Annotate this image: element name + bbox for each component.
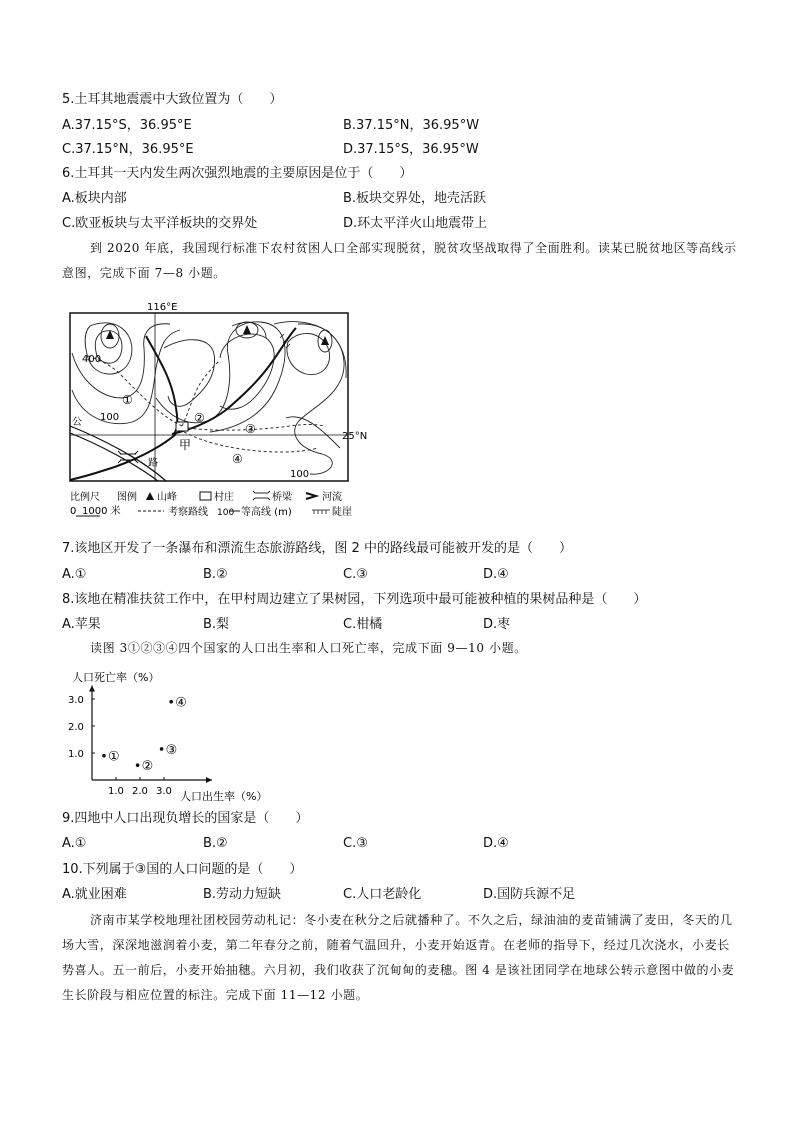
legend-scale-value: 1000 米	[82, 506, 121, 517]
legend-river: 河流	[322, 492, 342, 503]
legend-scale-title: 比例尺	[70, 492, 100, 503]
x-tick-label: 3.0	[156, 786, 172, 797]
y-axis-arrow	[89, 686, 95, 692]
map-legend	[70, 490, 352, 518]
q9-stem: 9.四地中人口出现负增长的国家是（ ）	[62, 811, 309, 826]
data-point-label: ②	[141, 759, 154, 775]
legend-contour-value: 100	[217, 508, 235, 518]
x-tick-label: 1.0	[108, 786, 124, 797]
road-label-bottom: 路	[148, 458, 158, 469]
q10-option-c[interactable]: C.人口老龄化	[343, 887, 422, 902]
q6-option-a[interactable]: A.板块内部	[62, 191, 127, 206]
contour-label-400: 400	[82, 354, 102, 365]
contour-map	[60, 298, 368, 523]
q8-option-d[interactable]: D.枣	[483, 617, 511, 632]
legend-contour: 等高线 (m)	[241, 507, 292, 518]
q8-stem: 8.该地在精准扶贫工作中，在甲村周边建立了果树园，下列选项中最可能被种植的果树品种是（ ）	[62, 592, 647, 607]
q10-option-a[interactable]: A.就业困难	[62, 887, 127, 902]
village-label: 甲	[179, 438, 192, 452]
y-tick-label: 3.0	[68, 695, 84, 706]
intro-11-12: 济南市某学校地理社团校园劳动札记：冬小麦在秋分之后就播种了。不久之后，绿油油的麦苗铺满了麦田，冬天的几场大雪，深深地滋润着小麦，第二年春分之前，随着气温回升，小麦开始返青。在老师的指导下，经过几次浇水，小麦长势喜人。五一前后，小麦开始抽穗。六月初，我们收获了沉甸甸的麦穗。图 4 是该社团同学在地球公转示意图中做的小麦生长阶段与相应位置的标注。完成下面 11—12 小题。	[62, 913, 735, 1002]
q6-option-b[interactable]: B.板块交界处，地壳活跃	[343, 191, 487, 206]
y-tick-label: 2.0	[68, 722, 84, 733]
q5-option-a[interactable]: A.37.15°S，36.95°E	[62, 118, 192, 133]
legend-title: 图例	[117, 492, 137, 503]
q8-option-a[interactable]: A.苹果	[62, 617, 101, 632]
q9-option-a[interactable]: A.①	[62, 836, 87, 851]
q9-option-c[interactable]: C.③	[343, 836, 368, 851]
q10-option-b[interactable]: B.劳动力短缺	[203, 887, 282, 902]
legend-peak: 山峰	[157, 492, 177, 503]
legend-cliff: 陡崖	[332, 507, 352, 518]
legend-bridge: 桥梁	[272, 492, 292, 503]
route-marker-3: ③	[245, 422, 256, 436]
q6-option-c[interactable]: C.欧亚板块与太平洋板块的交界处	[62, 216, 258, 231]
q9-option-b[interactable]: B.②	[203, 836, 228, 851]
x-tick-label: 2.0	[132, 786, 148, 797]
data-point-label: ④	[175, 695, 187, 711]
village-icon	[176, 422, 188, 431]
intro-9-10: 读图 3①②③④四个国家的人口出生率和人口死亡率，完成下面 9—10 小题。	[90, 641, 527, 655]
peak-icon	[236, 322, 258, 338]
peak-icon	[318, 330, 332, 352]
q5-option-c[interactable]: C.37.15°N，36.95°E	[62, 142, 194, 157]
route-marker-1: ①	[122, 393, 133, 407]
q8-option-c[interactable]: C.柑橘	[343, 617, 383, 632]
x-axis-arrow	[206, 777, 212, 783]
q5-option-b[interactable]: B.37.15°N，36.95°W	[343, 118, 480, 133]
q10-option-d[interactable]: D.国防兵源不足	[483, 887, 576, 902]
intro-7-8: 到 2020 年底，我国现行标准下农村贫困人口全部实现脱贫，脱贫攻坚战取得了全面胜利。读某已脱贫地区等高线示意图，完成下面 7—8 小题。	[62, 241, 737, 280]
contour-label-100-a: 100	[100, 412, 120, 423]
legend-route: 考察路线	[168, 507, 208, 518]
q6-stem: 6.土耳其一天内发生两次强烈地震的主要原因是位于（ ）	[62, 166, 413, 181]
q9-option-d[interactable]: D.④	[483, 836, 509, 851]
data-point-label: ①	[108, 749, 120, 765]
y-tick-label: 1.0	[68, 749, 84, 760]
latitude-label: 25°N	[342, 431, 368, 442]
q10-stem: 10.下列属于③国的人口问题的是（ ）	[62, 862, 303, 877]
data-point	[136, 763, 140, 767]
q7-option-a[interactable]: A.①	[62, 567, 87, 582]
birth-death-rate-chart	[60, 664, 290, 804]
data-point	[102, 754, 106, 758]
q7-option-c[interactable]: C.③	[343, 567, 368, 582]
q7-option-d[interactable]: D.④	[483, 567, 509, 582]
data-point	[160, 747, 164, 751]
route-marker-2: ②	[194, 411, 205, 425]
q7-option-b[interactable]: B.②	[203, 567, 228, 582]
data-point-label: ③	[165, 742, 178, 758]
road-label-top: 公	[72, 417, 82, 428]
chart-ylabel: 人口死亡率（%）	[72, 671, 160, 684]
peak-icon	[101, 324, 119, 348]
data-point	[169, 700, 173, 704]
longitude-label: 116°E	[147, 302, 178, 313]
q5-stem: 5.土耳其地震震中大致位置为（ ）	[62, 92, 283, 107]
legend-village: 村庄	[214, 492, 234, 503]
q8-option-b[interactable]: B.梨	[203, 617, 230, 632]
chart-xlabel: 人口出生率（%）	[180, 790, 268, 803]
route-marker-4: ④	[232, 452, 243, 466]
q6-option-d[interactable]: D.环太平洋火山地震带上	[343, 216, 488, 231]
q7-stem: 7.该地区开发了一条瀑布和漂流生态旅游路线，图 2 中的路线最可能被开发的是（ ）	[62, 541, 572, 556]
legend-scale-zero: 0	[70, 506, 77, 517]
contour-label-100-b: 100	[290, 469, 310, 480]
q5-option-d[interactable]: D.37.15°S，36.95°W	[343, 142, 479, 157]
